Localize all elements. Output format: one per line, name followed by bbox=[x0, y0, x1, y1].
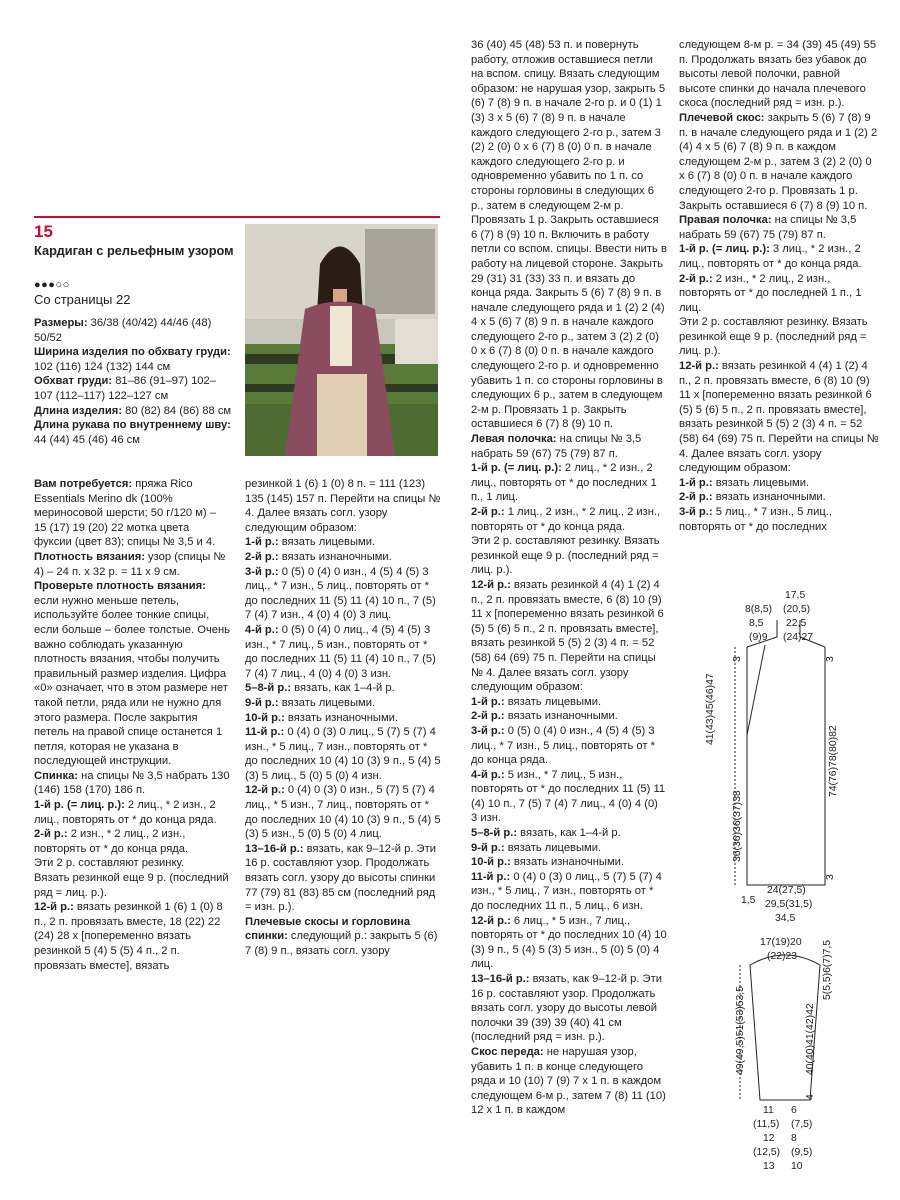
paragraph bbox=[245, 842, 441, 915]
paragraph-text: вязать, как 9–12-й р. Эти 16 р. составляют узор. Продолжать вязать согл. узору до высоты спинки 77 (79) 81 (83) 85 см (последний ряд = изн. р.). bbox=[245, 842, 436, 914]
back-top-total: 17,5 bbox=[785, 590, 806, 601]
sleeve-height-left: 49(49,5)51(53)53,5 bbox=[735, 986, 746, 1075]
back-bottom-b: 29,5(31,5) bbox=[765, 899, 813, 910]
paragraph-text: 0 (5) 0 (4) 0 изн., 4 (5) 4 (5) 3 лиц., * 7 изн., 5 лиц., повторять от * до последних 11 (5) 11 (4) 10 п., 7 (5) 7 (4) 7 изн., 4 (0) 4 (0) 3 лиц. bbox=[245, 565, 436, 622]
paragraph-heading: 2-й р.: bbox=[679, 491, 713, 504]
difficulty-rating: ●●●○○ bbox=[34, 279, 70, 291]
paragraph-text: вязать, как 1–4-й р. bbox=[517, 827, 621, 840]
paragraph bbox=[245, 711, 441, 726]
paragraph-text: 0 (5) 0 (4) 0 изн., 4 (5) 4 (5) 3 лиц., * 7 изн., 5 лиц., повторять от * до конца ряда. bbox=[471, 724, 655, 767]
paragraph-heading: Правая полочка: bbox=[679, 214, 772, 227]
spec-value: 81–86 (91–97) 102–107 (112–117) 122–127 см bbox=[34, 375, 216, 402]
back-height-left: 41(43)45(46)47 bbox=[705, 673, 716, 745]
paragraph bbox=[471, 1045, 667, 1118]
paragraph bbox=[679, 490, 879, 505]
paragraph bbox=[471, 534, 667, 578]
paragraph bbox=[471, 724, 667, 768]
spec-value: 44 (44) 45 (46) 46 см bbox=[34, 433, 140, 446]
paragraph-text: вязать лицевыми. bbox=[278, 536, 376, 549]
text-column-2 bbox=[245, 477, 441, 959]
section-divider bbox=[34, 216, 440, 218]
sleeve-top-a: 17(19)20 bbox=[760, 937, 802, 948]
back-top-c: (24)27 bbox=[783, 632, 814, 643]
paragraph bbox=[471, 709, 667, 724]
paragraph bbox=[245, 565, 441, 623]
paragraph bbox=[245, 550, 441, 565]
paragraph-heading: 2-й р.: bbox=[471, 710, 505, 723]
back-mark-right: 3 bbox=[825, 656, 836, 662]
paragraph-heading: 12-й р.: bbox=[34, 901, 74, 914]
paragraph bbox=[471, 855, 667, 870]
paragraph-heading: 13–16-й р.: bbox=[245, 842, 304, 855]
paragraph-heading: 2-й р.: bbox=[245, 550, 279, 563]
paragraph bbox=[471, 768, 667, 826]
paragraph-text: вязать изнаночными. bbox=[712, 491, 826, 504]
paragraph-heading: 11-й р.: bbox=[471, 870, 511, 883]
paragraph-text: 5 изн., * 7 лиц., 5 изн., повторять от * до последних 11 (5) 11 (4) 10 п., 7 (5) 7 (4) 7 лиц., 4 (0) 4 (0) 3 изн. bbox=[471, 768, 666, 825]
back-top-a: (20,5) bbox=[783, 604, 811, 615]
back-rib: 1,5 bbox=[741, 895, 756, 906]
paragraph-heading: 9-й р.: bbox=[471, 841, 505, 854]
paragraph-text: пряжа Rico Essentials Merino dk (100% мериносовой шерсти; 50 г/120 м) – 15 (17) 19 (20) 22 мотка цвета фуксии (цвет 83); спицы № 3,5 и 4. bbox=[34, 478, 216, 549]
paragraph bbox=[471, 578, 667, 695]
paragraph-text: вязать резинкой 1 (6) 1 (0) 8 п., 2 п. провязать вместе, 18 (22) 22 (24) 28 х [попеременно вязать резинкой 5 (4) 5 (5) 4 п., 2 п. провязать вместе], вязать bbox=[34, 901, 223, 972]
paragraph-heading: Вам потребуется: bbox=[34, 478, 133, 490]
paragraph-heading: 12-й р.: bbox=[679, 360, 719, 373]
paragraph-text: на спицы № 3,5 набрать 59 (67) 75 (79) 87 п. bbox=[679, 214, 857, 241]
paragraph-text: 3 лиц., * 2 изн., 2 лиц., повторять от * до конца ряда. bbox=[679, 243, 862, 270]
paragraph-heading: Плечевой скос: bbox=[679, 111, 765, 124]
paragraph-text: узор (спицы № 4) – 24 п. х 32 р. = 11 х 9 см. bbox=[34, 550, 226, 578]
paragraph bbox=[245, 783, 441, 841]
pattern-title: Кардиган с рельефным узором bbox=[34, 243, 234, 258]
paragraph-text: вязать резинкой 4 (4) 1 (2) 4 п., 2 п. провязать вместе, 6 (8) 10 (9) 11 х [попеременно вязать резинкой 6 (5) 5 (6) 5 п., 2 п. провязать вместе], вязать резинкой 5 (5) 2 (3) 4 п. = 52 (58) 64 (69) 75 п. Перейти на спицы № 4. Далее вязать согл. узору следующим образом: bbox=[679, 360, 879, 475]
paragraph-text: не нарушая узор, убавить 1 п. в конце следующего ряда и 10 (10) 7 (9) 7 х 1 п. в каждом следующем 6-м р., затем 7 (8) 11 (10) 12 х 1 п. в каждом bbox=[471, 1045, 666, 1117]
paragraph-text: Эти 2 р. составляют резинку. Вязать резинкой еще 9 р. (последний ряд = лиц. р.). bbox=[679, 316, 868, 358]
paragraph-text: вязать изнаночными. bbox=[510, 856, 625, 869]
paragraph-heading: Плотность вязания: bbox=[34, 550, 145, 563]
spec-line bbox=[34, 316, 234, 345]
paragraph bbox=[245, 681, 441, 696]
paragraph-text: следующем 8-м р. = 34 (39) 45 (49) 55 п. Продолжать вязать без убавок до высоты левой полочки, равной высоте спинки до начала плечевого скоса (последний ряд = изн. р.). bbox=[679, 39, 877, 110]
spec-value: 36/38 (40/42) 44/46 (48) 50/52 bbox=[34, 317, 212, 344]
paragraph bbox=[34, 550, 230, 579]
paragraph-text: на спицы № 3,5 набрать 59 (67) 75 (79) 87 п. bbox=[471, 433, 642, 460]
back-shoulder-a: 8(8,5) bbox=[745, 604, 773, 615]
paragraph bbox=[679, 315, 879, 359]
paragraph-heading: 12-й р.: bbox=[471, 914, 511, 927]
spec-label: Длина изделия: bbox=[34, 404, 123, 417]
paragraph-heading: Плечевые скосы и горловина спинки: bbox=[245, 915, 411, 943]
paragraph-heading: 1-й р.: bbox=[471, 695, 505, 708]
paragraph-text: 0 (4) 0 (3) 0 лиц., 5 (7) 5 (7) 4 изн., * 5 лиц., 7 изн., повторять от * до последних 10 (4) 10 (3) 9 п., 5 (4) 5 (3) 5 лиц., 5 (0) 5 (0) 4 изн. bbox=[245, 726, 441, 782]
paragraph-heading: 2-й р.: bbox=[34, 828, 68, 841]
spec-label: Обхват груди: bbox=[34, 375, 113, 388]
paragraph-heading: 12-й р.: bbox=[471, 578, 511, 591]
paragraph-heading: 2-й р.: bbox=[679, 272, 713, 285]
sleeve-bottom-a: 11 bbox=[763, 1105, 774, 1116]
paragraph-text: 5 лиц., * 7 изн., 5 лиц., повторять от * до последних bbox=[679, 506, 832, 533]
spec-line bbox=[34, 404, 234, 419]
paragraph-heading: 4-й р.: bbox=[471, 768, 505, 781]
paragraph bbox=[245, 477, 441, 535]
text-column-3 bbox=[471, 38, 667, 1118]
paragraph-text: вязать, как 1–4-й р. bbox=[291, 682, 395, 695]
paragraph bbox=[34, 769, 230, 798]
paragraph-text: Эти 2 р. составляют резинку. bbox=[34, 857, 185, 870]
paragraph bbox=[34, 856, 230, 871]
back-shoulder-b: 8,5 bbox=[749, 618, 764, 629]
back-bottom-c: 34,5 bbox=[775, 913, 796, 924]
paragraph-heading: 2-й р.: bbox=[471, 506, 505, 518]
paragraph bbox=[679, 505, 879, 534]
paragraph bbox=[34, 827, 230, 856]
paragraph-heading: 1-й р. (= лиц. р.): bbox=[471, 462, 562, 475]
paragraph-text: вязать, как 9–12-й р. Эти 16 р. составляют узор. Продолжать вязать согл. узору до высоты левой полочки 39 (39) 39 (40) 41 см (последний ряд = изн. р.). bbox=[471, 973, 662, 1044]
paragraph-heading: Левая полочка: bbox=[471, 433, 557, 446]
spec-line bbox=[34, 345, 234, 374]
paragraph-text: Вязать резинкой еще 9 р. (последний ряд = лиц. р.). bbox=[34, 872, 229, 899]
paragraph bbox=[34, 900, 230, 973]
paragraph bbox=[34, 871, 230, 900]
paragraph bbox=[245, 725, 441, 783]
paragraph bbox=[471, 38, 667, 432]
paragraph-heading: 10-й р.: bbox=[471, 856, 511, 869]
paragraph-heading: 13–16-й р.: bbox=[471, 973, 530, 985]
paragraph bbox=[679, 111, 879, 213]
paragraph-text: на спицы № 3,5 набрать 130 (146) 158 (170) 186 п. bbox=[34, 769, 230, 797]
text-column-4 bbox=[679, 38, 879, 534]
sleeve-cuff-a: 6 bbox=[791, 1105, 797, 1116]
paragraph-text: 2 изн., * 2 лиц., 2 изн., повторять от * до последней 1 п., 1 лиц. bbox=[679, 272, 862, 314]
paragraph bbox=[679, 38, 879, 111]
paragraph-heading: 9-й р.: bbox=[245, 696, 279, 709]
spec-value: 102 (116) 124 (132) 144 см bbox=[34, 360, 171, 373]
paragraph-heading: 12-й р.: bbox=[245, 784, 285, 797]
paragraph bbox=[679, 272, 879, 316]
paragraph-heading: 3-й р.: bbox=[245, 565, 279, 578]
paragraph-text: 0 (4) 0 (3) 0 лиц., 5 (7) 5 (7) 4 изн., * 5 лиц., 7 изн., повторять от * до последних 11 п., 5 лиц., 6 изн. bbox=[471, 870, 662, 913]
paragraph-text: вязать лицевыми. bbox=[712, 476, 810, 489]
sleeve-bottom-e: 13 bbox=[763, 1161, 775, 1172]
paragraph-text: 6 лиц., * 5 изн., 7 лиц., повторять от * до последних 10 (4) 10 (3) 9 п., 5 (4) 5 (3) 5 изн., 5 (0) 5 (0) 4 лиц. bbox=[471, 914, 667, 971]
paragraph bbox=[34, 477, 230, 550]
text-column-1 bbox=[34, 477, 230, 973]
paragraph-text: вязать лицевыми. bbox=[504, 841, 602, 854]
sleeve-cuff-e: 10 bbox=[791, 1161, 803, 1172]
paragraph bbox=[679, 213, 879, 242]
paragraph bbox=[471, 695, 667, 710]
page-reference: Со страницы 22 bbox=[34, 292, 131, 307]
paragraph bbox=[679, 359, 879, 476]
paragraph-heading: Проверьте плотность вязания: bbox=[34, 580, 206, 593]
sleeve-cuff-d: (9,5) bbox=[791, 1147, 813, 1158]
paragraph bbox=[245, 696, 441, 711]
sleeve-cap: 5(5,5)6(7)7,5 bbox=[822, 939, 833, 1000]
paragraph bbox=[245, 623, 441, 681]
paragraph-text: 2 лиц., * 2 изн., 2 лиц., повторять от * до последних 1 п., 1 лиц. bbox=[471, 462, 657, 504]
paragraph-text: 2 изн., * 2 лиц., 2 изн., повторять от * до конца ряда. bbox=[34, 828, 189, 855]
paragraph-text: резинкой 1 (6) 1 (0) 8 п. = 111 (123) 135 (145) 157 п. Перейти на спицы № 4. Далее вязать согл. узору следующим образом: bbox=[245, 478, 441, 534]
paragraph bbox=[471, 914, 667, 972]
paragraph-heading: 10-й р.: bbox=[245, 711, 285, 724]
model-photo bbox=[245, 224, 438, 456]
spec-value: 80 (82) 84 (86) 88 см bbox=[122, 404, 232, 417]
back-bottom-a: 24(27,5) bbox=[767, 885, 806, 896]
paragraph bbox=[471, 870, 667, 914]
back-mark-top: 3 bbox=[732, 656, 743, 662]
paragraph-text: вязать изнаночными. bbox=[278, 550, 392, 563]
paragraph-text: вязать резинкой 4 (4) 1 (2) 4 п., 2 п. провязать вместе, 6 (8) 10 (9) 11 х [попеременно вязать резинкой 6 (5) 5 (6) 5 п., 2 п. провязать вместе], вязать резинкой 5 (5) 2 (3) 4 п. = 52 (58) 64 (69) 75 п. Перейти на спицы № 4. Далее вязать согл. узору следующим образом: bbox=[471, 578, 664, 694]
paragraph-text: 2 лиц., * 2 изн., 2 лиц., повторять от * до конца ряда. bbox=[34, 799, 217, 826]
paragraph-heading: Спинка: bbox=[34, 769, 79, 782]
pattern-number: 15 bbox=[34, 222, 53, 241]
specs-block bbox=[34, 316, 234, 447]
paragraph bbox=[471, 826, 667, 841]
sleeve-cuff-c: 8 bbox=[791, 1133, 797, 1144]
paragraph bbox=[471, 505, 667, 534]
sleeve-bottom-c: 12 bbox=[763, 1133, 775, 1144]
paragraph bbox=[471, 972, 667, 1045]
paragraph bbox=[245, 915, 441, 959]
paragraph-text: если нужно меньше петель, используйте более тонкие спицы, если больше – более толстые. Очень важно соблюдать указанную плотность вязания, чтобы получить правильный размер изделия. Цифра «0» означает, что в этом размере нет такой петли, ряда или не нужно для этого размера. После закрытия петель на правой спице останется 1 петля, которая не указана в последующей инструкции. bbox=[34, 594, 230, 768]
sleeve-bottom-d: (12,5) bbox=[753, 1147, 781, 1158]
paragraph bbox=[245, 535, 441, 550]
sleeve-bottom-b: (11,5) bbox=[753, 1119, 780, 1130]
paragraph-heading: 3-й р.: bbox=[679, 506, 713, 518]
sleeve-height-right: 40(40)41(42)42 bbox=[805, 1003, 816, 1075]
paragraph-heading: Скос переда: bbox=[471, 1045, 544, 1058]
paragraph-heading: 1-й р.: bbox=[679, 476, 713, 489]
sleeve-mark: 4 bbox=[805, 1094, 816, 1100]
paragraph bbox=[34, 798, 230, 827]
paragraph bbox=[471, 461, 667, 505]
paragraph-heading: 4-й р.: bbox=[245, 623, 279, 636]
back-shoulder-c: (9)9 bbox=[749, 632, 768, 643]
paragraph-text: вязать лицевыми. bbox=[278, 696, 376, 709]
paragraph bbox=[34, 579, 230, 769]
paragraph-text: следующий р.: закрыть 5 (6) 7 (8) 9 п., вязать согл. узору bbox=[245, 930, 438, 957]
sleeve-cuff-b: (7,5) bbox=[791, 1119, 813, 1130]
paragraph-text: вязать лицевыми. bbox=[504, 695, 602, 708]
spec-label: Размеры: bbox=[34, 317, 88, 329]
paragraph-text: Эти 2 р. составляют резинку. Вязать резинкой еще 9 р. (последний ряд = лиц. р.). bbox=[471, 535, 660, 577]
paragraph-text: 36 (40) 45 (48) 53 п. и повернуть работу, отложив оставшиеся петли на вспом. спицу. Вязать следующим образом: не нарушая узор, закрыть 5 (6) 7 (8) 9 п. в начале 2-го р. и 0 (1) 1 (3) 3 х 5 (6) 7 (8) 9 п. в начале каждого следующего 2-го р., затем 3 (2) 2 (0) 0 х 6 (7) 8 (0) 0 п. в начале каждого следующего 2-го р. и одновременно убавить по 1 п. со стороны горловины в следующих 6 р., затем в следующем 2-м р. Провязать 1 р. Закрыть оставшиеся 6 (7) 8 (9) 10 п. Включить в работу петли со вспом. спицы. Ввести нить в работу на лицевой стороне. Закрыть 29 (31) 31 (33) 33 п. и вязать до конца ряда. Закрыть 5 (6) 7 (8) 9 п. в начале следующего ряда и 1 (2) 2 (4) 4 х 5 (6) 7 (8) 9 п. в начале каждого следующего 2-го р., затем 3 (2) 2 (0) 0 х 6 (7) 8 (0) 0 п. в начале каждого следующего 2-го р. и одновременно убавить 1 п. со стороны горловины в следующих 6 р., затем в следующем 2-м р. Провязать 1 р. Закрыть оставшиеся 6 (7) 8 (9) 10 п. bbox=[471, 39, 667, 431]
paragraph-text: закрыть 5 (6) 7 (8) 9 п. в начале следующего ряда и 1 (2) 2 (4) 4 х 5 (6) 7 (8) 9 п. в каждом следующем 2-м р., затем 3 (2) 2 (0) 0 х 6 (7) 8 (0) 0 п. в начале каждого следующего 2-го р. Провязать 1 р. Закрыть оставшиеся 6 (7) 8 (9) 10 п. bbox=[679, 111, 878, 212]
paragraph-text: вязать изнаночными. bbox=[504, 710, 618, 723]
paragraph-text: 0 (5) 0 (4) 0 лиц., 4 (5) 4 (5) 3 изн., * 7 лиц., 5 изн., повторять от * до последних 11 (5) 11 (4) 10 п., 7 (5) 7 (4) 7 лиц., 4 (0) 4 (0) 3 изн. bbox=[245, 623, 436, 680]
spec-label: Длина рукава по внутреннему шву: bbox=[34, 419, 231, 432]
paragraph-heading: 3-й р.: bbox=[471, 724, 505, 737]
paragraph-heading: 1-й р. (= лиц. р.): bbox=[34, 799, 125, 812]
spec-line bbox=[34, 418, 234, 447]
paragraph-heading: 1-й р.: bbox=[245, 536, 279, 549]
paragraph-text: вязать изнаночными. bbox=[284, 711, 399, 724]
back-height-right: 74(76)78(80)82 bbox=[828, 725, 839, 797]
paragraph-text: 1 лиц., 2 изн., * 2 лиц., 2 изн., повторять от * до конца ряда. bbox=[471, 506, 661, 533]
sleeve-top-b: (22)23 bbox=[767, 951, 798, 962]
paragraph bbox=[471, 841, 667, 856]
paragraph-heading: 11-й р.: bbox=[245, 726, 285, 739]
spec-label: Ширина изделия по обхвату груди: bbox=[34, 346, 231, 359]
paragraph-heading: 5–8-й р.: bbox=[471, 827, 518, 840]
paragraph bbox=[679, 242, 879, 271]
paragraph bbox=[679, 476, 879, 491]
back-mark-bottom: 3 bbox=[825, 874, 836, 880]
paragraph-text: 0 (4) 0 (3) 0 изн., 5 (7) 5 (7) 4 лиц., * 5 изн., 7 лиц., повторять от * до последних 10 (4) 10 (3) 9 п., 5 (4) 5 (3) 5 изн., 5 (0) 5 (0) 4 лиц. bbox=[245, 784, 441, 841]
back-top-b: 22,5 bbox=[786, 618, 807, 629]
paragraph-heading: 5–8-й р.: bbox=[245, 682, 292, 695]
paragraph bbox=[471, 432, 667, 461]
spec-line bbox=[34, 374, 234, 403]
back-lower-left: 36(36)36(37)38 bbox=[732, 790, 743, 862]
paragraph-heading: 1-й р. (= лиц. р.): bbox=[679, 243, 770, 256]
